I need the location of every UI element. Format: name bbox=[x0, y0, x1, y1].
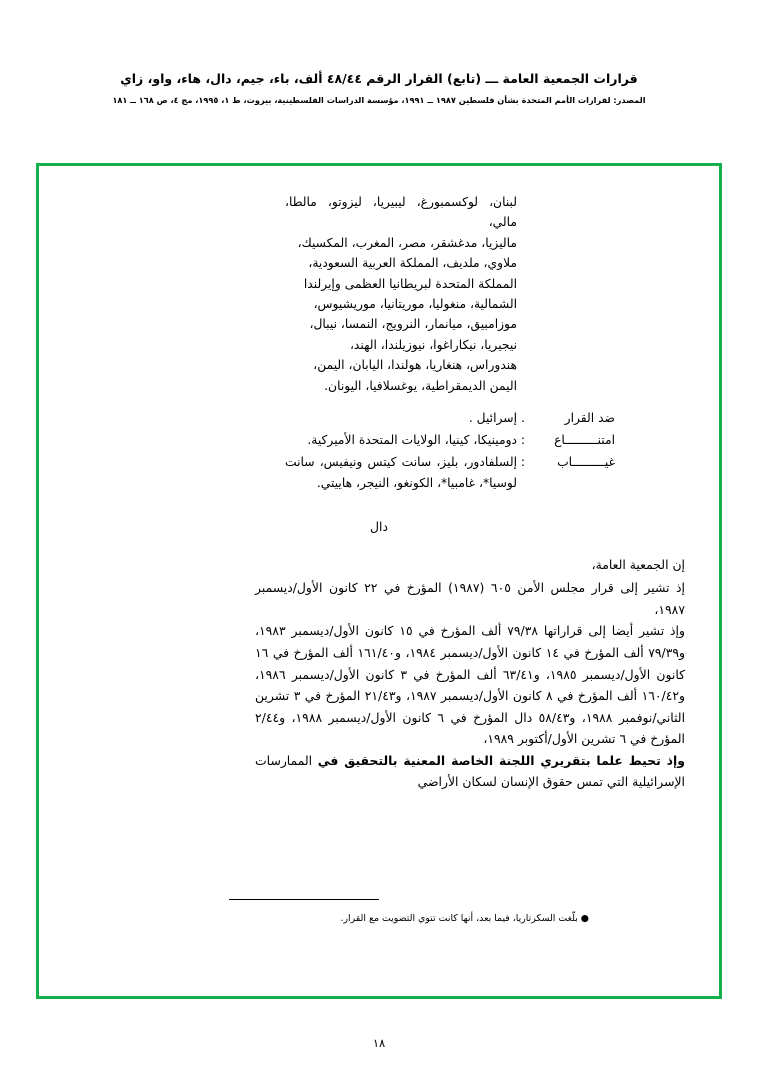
vote-results bbox=[285, 408, 615, 495]
vote-separator: : bbox=[520, 455, 526, 470]
paragraph-taking-note bbox=[255, 750, 685, 793]
footnote-divider bbox=[229, 899, 379, 900]
section-letter: دال bbox=[370, 518, 388, 534]
country-line: المملكة المتحدة لبريطانيا العظمى وإيرلندا bbox=[303, 276, 517, 291]
document-header bbox=[0, 0, 758, 105]
country-line: هندوراس، هنغاريا، هولندا، اليابان، اليمن، bbox=[313, 358, 517, 373]
country-line: لبنان، لوكسمبورغ، ليبيريا، ليزوتو، مالطا، مالي، bbox=[281, 195, 517, 230]
vote-countries: دومينيكا، كينيا، الولايات المتحدة الأميركية. bbox=[307, 433, 517, 448]
country-line: الشمالية، منغوليا، موريتانيا، موريشيوس، bbox=[313, 297, 517, 312]
vote-label: غيـــــــــاب bbox=[557, 455, 615, 470]
source-line: المصدر: لقرارات الأمم المتحدة بشأن فلسطين ١٩٨٧ ــ ١٩٩١، مؤسسة الدراسات الفلسطينية، بيروت، ط ١، ١٩٩٥، مج ٤، ص ١٦٨ ــ ١٨١ bbox=[112, 94, 646, 105]
vote-row bbox=[285, 430, 615, 451]
page-title: قرارات الجمعية العامة ـــ (تابع) القرار الرقم ٤٨/٤٤ ألف، باء، جيم، دال، هاء، واو، زاي bbox=[120, 71, 638, 86]
vote-countries: إسرائيل . bbox=[468, 411, 517, 426]
content-frame-inner bbox=[39, 166, 719, 996]
paragraph-recalling-sc: إذ تشير إلى قرار مجلس الأمن ٦٠٥ (١٩٨٧) المؤرخ في ٢٢ كانون الأول/ديسمبر ١٩٨٧، bbox=[255, 580, 685, 617]
resolution-body bbox=[255, 554, 685, 793]
country-line: ملاوي، ملديف، المملكة العربية السعودية، bbox=[308, 256, 517, 271]
vote-separator: : bbox=[520, 433, 526, 448]
footnote-area bbox=[39, 899, 719, 926]
paragraph-taking-note-bold: وإذ تحيط علما بتقريري اللجنة الخاصة المعنية بالتحقيق في bbox=[317, 752, 685, 768]
content-frame bbox=[36, 163, 722, 999]
country-line: اليمن الديمقراطية، يوغسلافيا، اليونان. bbox=[324, 378, 517, 393]
vote-countries: إلسلفادور، بليز، سانت كيتس ونيفيس، سانت لوسيا*، غامبيا*، الكونغو، النيجر، هاييتي. bbox=[285, 455, 517, 491]
vote-label: ضد القرار bbox=[564, 411, 615, 426]
country-line: ماليزيا، مدغشقر، مصر، المغرب، المكسيك، bbox=[297, 235, 517, 250]
country-line: موزامبيق، ميانمار، النرويج، النمسا، نيبال، bbox=[309, 317, 517, 332]
paragraph-taking-note-rest: الممارسات الإسرائيلية التي تمس حقوق الإنسان لسكان الأراضي bbox=[255, 752, 685, 790]
vote-row bbox=[285, 408, 615, 429]
country-line: نيجيريا، نيكاراغوا، نيوزيلندا، الهند، bbox=[349, 337, 517, 352]
vote-label: امتنـــــــــاع bbox=[554, 433, 615, 448]
page-number: ١٨ bbox=[372, 1036, 386, 1050]
vote-row bbox=[285, 452, 615, 494]
country-list bbox=[281, 192, 517, 396]
footnote-text: ● بلّغت السكرتاريا، فيما بعد، أنها كانت تنوي التصويت مع القرار. bbox=[340, 912, 589, 924]
vote-separator: . bbox=[521, 411, 525, 426]
paragraph-recalling-ga: وإذ تشير أيضا إلى قراراتها ٧٩/٣٨ ألف المؤرخ في ١٥ كانون الأول/ديسمبر ١٩٨٣، و٧٩/٣٩ ألف المؤرخ في ١٤ كانون الأول/ديسمبر ١٩٨٤، و١٦١/٤٠ ألف المؤرخ في ١٦ كانون الأول/ديسمبر ١٩٨٥، و٦٣/٤١ ألف المؤرخ في ٣ كانون الأول/ديسمبر ١٩٨٦، و١٦٠/٤٢ ألف المؤرخ في ٨ كانون الأول/ديسمبر ١٩٨٧، و٢١/٤٣ المؤرخ في ٣ تشرين الثاني/نوفمبر ١٩٨٨، و٥٨/٤٣ دال المؤرخ في ٦ كانون الأول/ديسمبر ١٩٨٨، و٢/٤٤ المؤرخ في ٦ تشرين الأول/أكتوبر ١٩٨٩، bbox=[255, 623, 686, 747]
paragraph-preamble-opening: إن الجمعية العامة، bbox=[591, 556, 685, 572]
